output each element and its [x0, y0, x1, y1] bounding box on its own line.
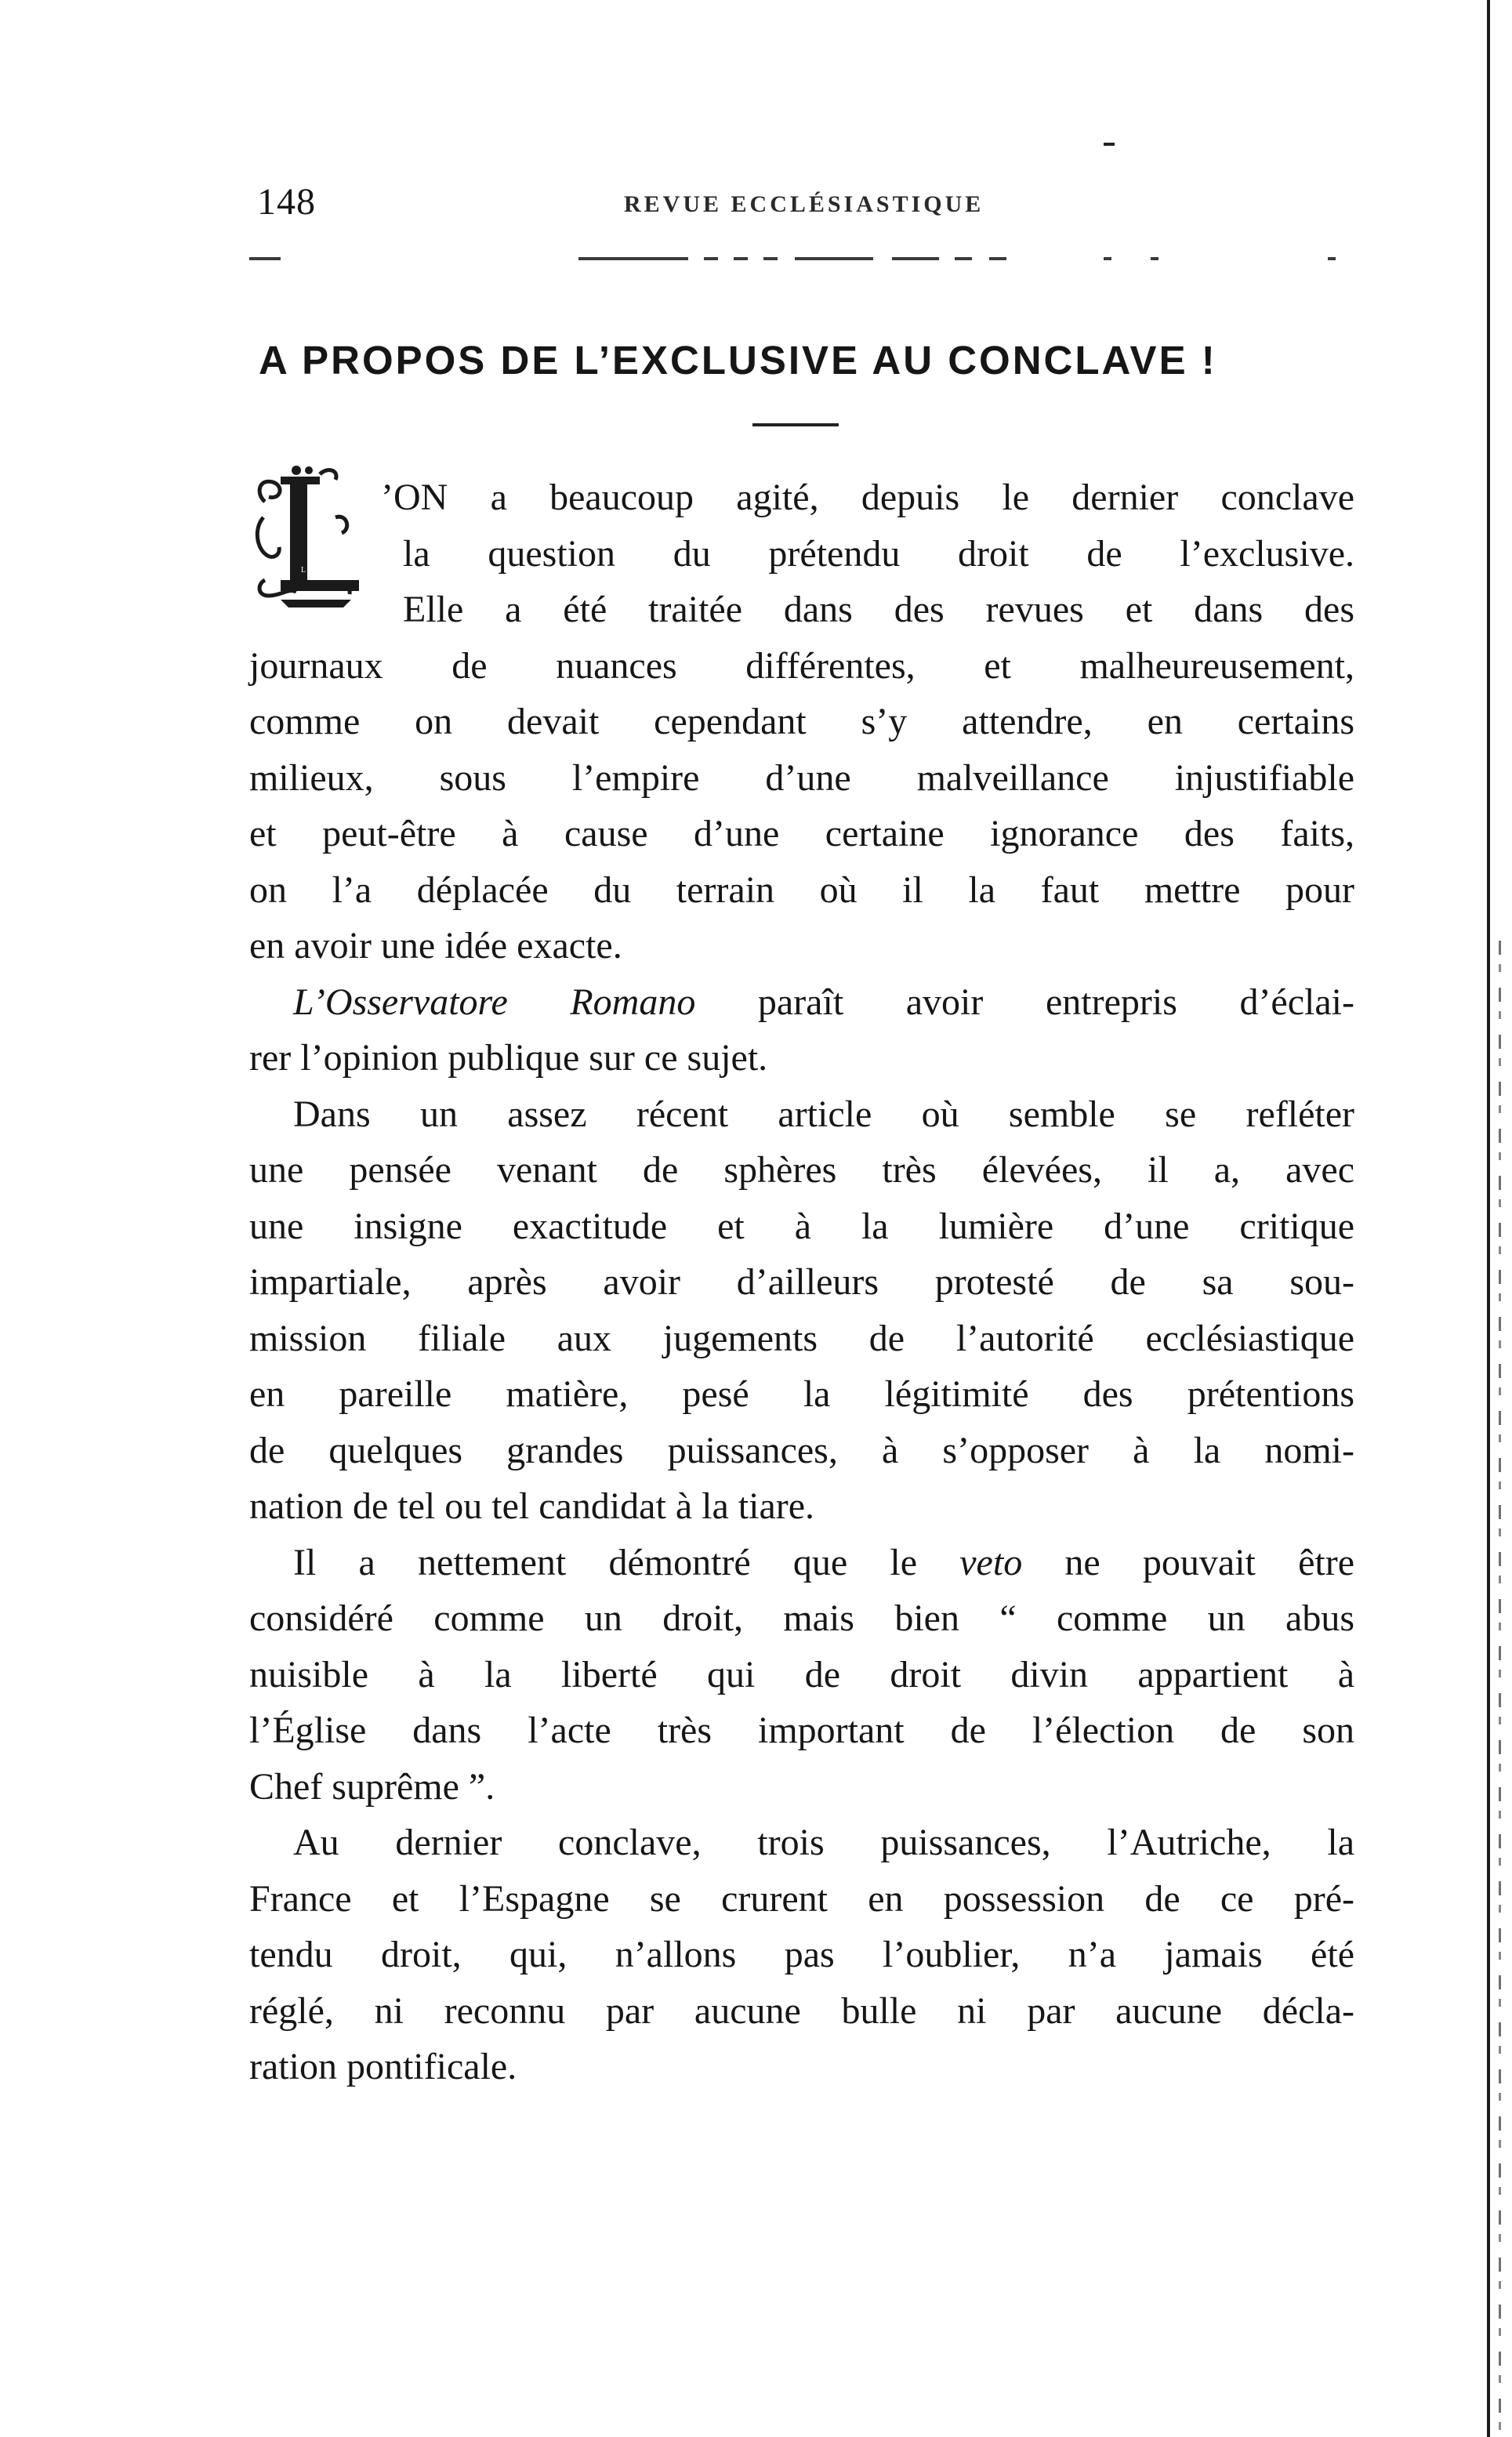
text-line: [249, 1311, 1354, 1366]
italic-title: L’Osservatore Romano: [293, 981, 696, 1023]
page-edge: [1487, 0, 1490, 2437]
text-segment: en avoir une idée exacte.: [249, 925, 622, 966]
text-line: [249, 1927, 1354, 1982]
text-line: [249, 807, 1354, 861]
text-line: [249, 1760, 1354, 1815]
text-segment: milieux, sous l’empire d’une malveillance injustifiable: [249, 756, 1354, 799]
text-segment: la question du prétendu droit de l’exclusive.: [403, 532, 1354, 575]
text-line: [249, 1367, 1354, 1422]
text-line: [249, 1984, 1354, 2039]
text-segment: l’Église dans l’acte très important de l’élection de son: [249, 1710, 1354, 1751]
text-line: [249, 1031, 1354, 1086]
scan-mark: [1104, 143, 1115, 146]
text-line: [249, 1703, 1354, 1758]
text-segment: Chef suprême ”.: [249, 1765, 495, 1808]
text-line: [293, 1536, 1354, 1590]
text-line: [249, 694, 1354, 749]
text-segment: impartiale, après avoir d’ailleurs protesté de sa sou-: [249, 1261, 1354, 1303]
text-line: [249, 639, 1354, 694]
svg-text:L: L: [301, 566, 306, 575]
text-line: [381, 470, 1354, 525]
text-line: [403, 527, 1354, 582]
text-segment: ration pontificale.: [249, 2046, 517, 2087]
text-line: [249, 1255, 1354, 1310]
text-line: [403, 582, 1354, 637]
article-body: [249, 470, 1354, 2116]
text-segment: ne pouvait être: [1022, 1541, 1354, 1583]
text-segment: nation de tel ou tel candidat à la tiare.: [249, 1485, 815, 1527]
page-header: [249, 179, 1331, 226]
text-line: [249, 751, 1354, 806]
text-segment: rer l’opinion publique sur ce sujet.: [249, 1037, 768, 1079]
text-segment: France et l’Espagne se crurent en possession de ce pré-: [249, 1877, 1354, 1920]
text-segment: paraît avoir entrepris d’éclai-: [695, 981, 1354, 1023]
text-line: [249, 1872, 1354, 1927]
text-line: [249, 1199, 1354, 1254]
title-rule: [752, 423, 839, 426]
text-segment: journaux de nuances différentes, et malheureusement,: [249, 644, 1354, 687]
text-line: [249, 1648, 1354, 1703]
page-number: 148: [257, 181, 316, 223]
text-segment: en pareille matière, pesé la légitimité des prétentions: [249, 1373, 1354, 1415]
text-line: [249, 863, 1354, 918]
text-segment: nuisible à la liberté qui de droit divin appartient à: [249, 1653, 1354, 1695]
running-head: REVUE ECCLÉSIASTIQUE: [624, 191, 984, 217]
text-segment: Il a nettement démontré que le: [293, 1541, 960, 1583]
text-segment: Au dernier conclave, trois puissances, l’Autriche, la: [293, 1822, 1354, 1863]
text-line: [249, 1479, 1354, 1534]
text-line: [249, 1143, 1354, 1198]
text-line: [249, 1423, 1354, 1478]
text-line: [249, 1591, 1354, 1646]
text-segment: de quelques grandes puissances, à s’opposer à la nomi-: [249, 1429, 1354, 1471]
text-segment: une pensée venant de sphères très élevées, il a, avec: [249, 1149, 1354, 1191]
text-segment: ’ON a beaucoup agité, depuis le dernier conclave: [381, 477, 1354, 518]
text-segment: réglé, ni reconnu par aucune bulle ni par aucune décla-: [249, 1989, 1354, 2032]
page-edge-shadow: [1499, 941, 1501, 2430]
text-line: [293, 975, 1354, 1030]
text-segment: tendu droit, qui, n’allons pas l’oublier, n’a jamais été: [249, 1934, 1354, 1975]
text-segment: on l’a déplacée du terrain où il la faut mettre pour: [249, 869, 1354, 911]
header-rule: [249, 257, 1331, 262]
text-line: [249, 2040, 1354, 2094]
text-segment: et peut-être à cause d’une certaine ignorance des faits,: [249, 813, 1354, 854]
text-line: [293, 1087, 1354, 1142]
text-segment: considéré comme un droit, mais bien “ comme un abus: [249, 1597, 1354, 1639]
text-segment: comme on devait cependant s’y attendre, en certains: [249, 701, 1354, 742]
text-segment: mission filiale aux jugements de l’autorité ecclésiastique: [249, 1317, 1354, 1359]
text-line: [293, 1815, 1354, 1870]
text-segment: une insigne exactitude et à la lumière d’une critique: [249, 1205, 1354, 1247]
article-title: A PROPOS DE L’EXCLUSIVE AU CONCLAVE !: [259, 338, 1217, 383]
text-line: [249, 919, 1354, 974]
text-segment: Elle a été traitée dans des revues et dans des: [403, 589, 1354, 630]
italic-word: veto: [959, 1541, 1023, 1583]
text-segment: Dans un assez récent article où semble se refléter: [293, 1093, 1354, 1135]
